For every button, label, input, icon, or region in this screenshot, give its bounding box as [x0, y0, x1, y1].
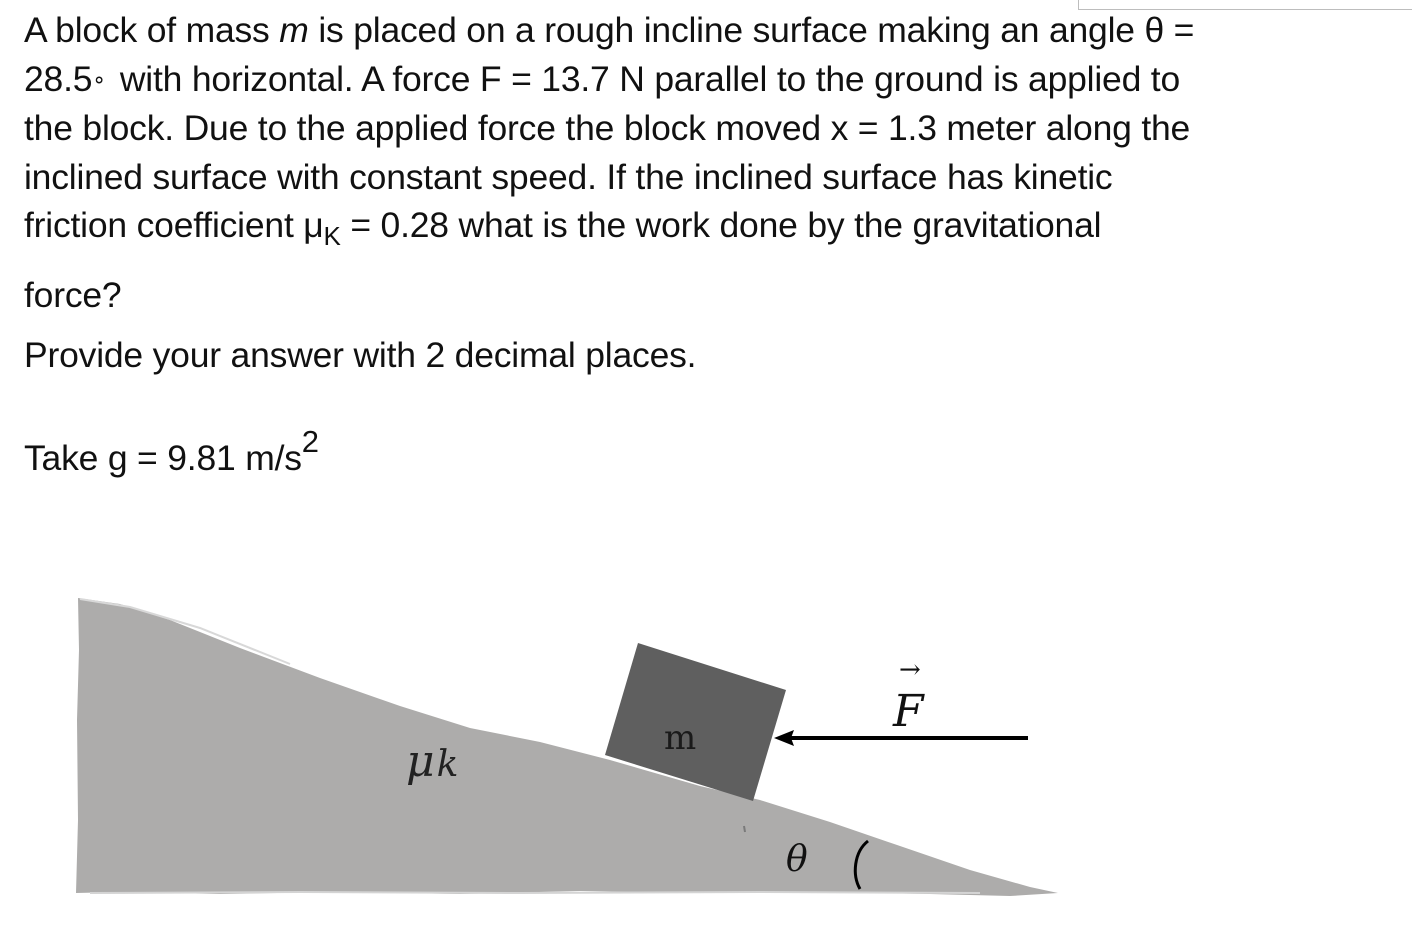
angle-theta-label: θ: [786, 839, 808, 880]
force-arrow-head: [774, 730, 794, 746]
gravity-given: Take g = 9.81 m/s2: [24, 424, 319, 478]
incline-bottom-edge: [90, 892, 980, 893]
mass-symbol: m: [279, 10, 309, 50]
degree-symbol: ∘: [92, 66, 106, 92]
block-mass-label: m: [664, 718, 697, 758]
force-vector-arrow-icon: →: [899, 655, 921, 685]
question-line-4: inclined surface with constant speed. If the inclined surface has kinetic: [24, 156, 1113, 197]
mu-subscript: K: [323, 221, 341, 251]
surface-mark: [744, 826, 745, 832]
answer-instruction: Provide your answer with 2 decimal places.: [24, 335, 697, 375]
question-line-2: 28.5∘ with horizontal. A force F = 13.7 N parallel to the ground is applied to: [24, 58, 1180, 99]
force-label: F: [893, 686, 924, 737]
squared-superscript: 2: [301, 424, 319, 459]
incline-wedge: [76, 598, 1058, 896]
question-line-3: the block. Due to the applied force the block moved x = 1.3 meter along the: [24, 108, 1191, 148]
question-line-5: friction coefficient $\mu_K = 0.28$ what is the work done by the gravitational: [24, 205, 1102, 251]
question-line-6: force?: [24, 274, 122, 315]
friction-coefficient-label: μk: [406, 736, 459, 787]
question-line-1: A block of mass m is placed on a rough incline surface making an angle θ =: [24, 10, 1195, 50]
